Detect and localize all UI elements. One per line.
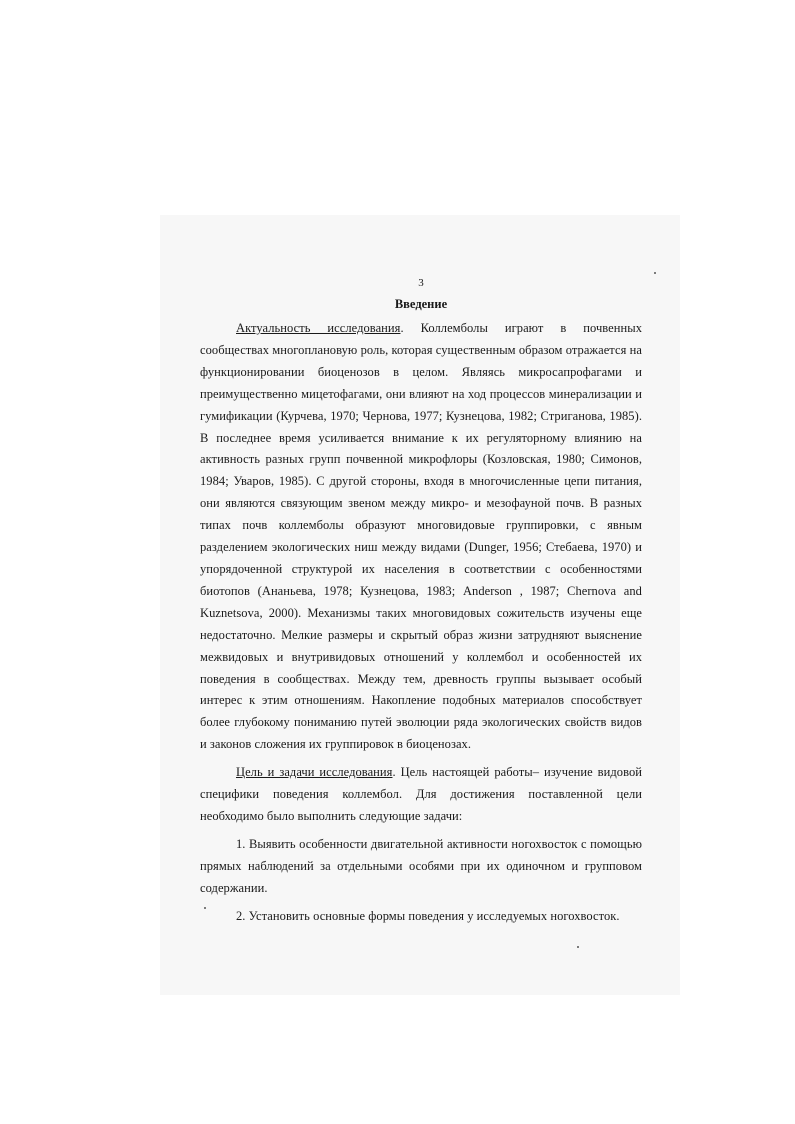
paragraph-lead-relevance: Актуальность исследования <box>236 321 401 335</box>
paragraph-relevance <box>200 318 642 756</box>
paragraph-goals <box>200 762 642 828</box>
task-2-text: 2. Установить основные формы поведения у исследуемых ногохвосток. <box>236 908 620 923</box>
page-content <box>200 276 642 927</box>
paragraph-text-relevance: . Коллемболы играют в почвенных сообществах многоплановую роль, которая существенным образом отражается на функционировании биоценозов в целом. Являясь микросапрофагами и преимущественно мицетофагами, они влияют на ход процессов минерализации и гумификации (Курчева, 1970; Чернова, 1977; Кузнецова, 1982; Стриганова, 1985). В последнее время усиливается внимание к их регуляторному влиянию на активность разных групп почвенной микрофлоры (Козловская, 1980; Симонов, 1984; Уваров, 1985). С другой стороны, входя в многочисленные цепи питания, они являются связующим звеном между микро- и мезофауной почв. В разных типах почв коллемболы образуют многовидовые группировки, с явным разделением экологических ниш между видами (Dunger, 1956; Стебаева, 1970) и упорядоченной структурой их населения в соответствии с особенностями биотопов (Ананьева, 1978; Кузнецова, 1983; Anderson , 1987; Chernova and Kuznetsova, 2000). Механизмы таких многовидовых сожительств изучены еще недостаточно. Мелкие размеры и скрытый образ жизни затрудняют выяснение межвидовых и внутривидовых отношений у коллембол и особенностей их поведения в сообществах. Между тем, древность группы вызывает особый интерес к этим отношениям. Накопление подобных материалов способствует более глубокому пониманию путей эволюции ряда экологических свойств видов и законов сложения их группировок в биоценозах. <box>200 321 643 752</box>
task-1-text: 1. Выявить особенности двигательной активности ногохвосток с помощью прямых наблюдений за отдельными особями при их одиночном и групповом содержании. <box>200 836 642 895</box>
section-heading: Введение <box>394 297 448 311</box>
list-item-task-1 <box>200 834 642 900</box>
list-item-task-2 <box>200 906 642 928</box>
scan-speck <box>654 272 656 274</box>
paragraph-text-goals: . Цель настоящей работы– изучение видовой специфики поведения коллембол. Для достижения поставленной цели необходимо было выполнить следующие задачи: <box>200 765 642 823</box>
page-number: 3 <box>418 277 424 289</box>
paragraph-lead-goals: Цель и задачи исследования <box>236 765 393 780</box>
scan-speck <box>577 946 579 948</box>
